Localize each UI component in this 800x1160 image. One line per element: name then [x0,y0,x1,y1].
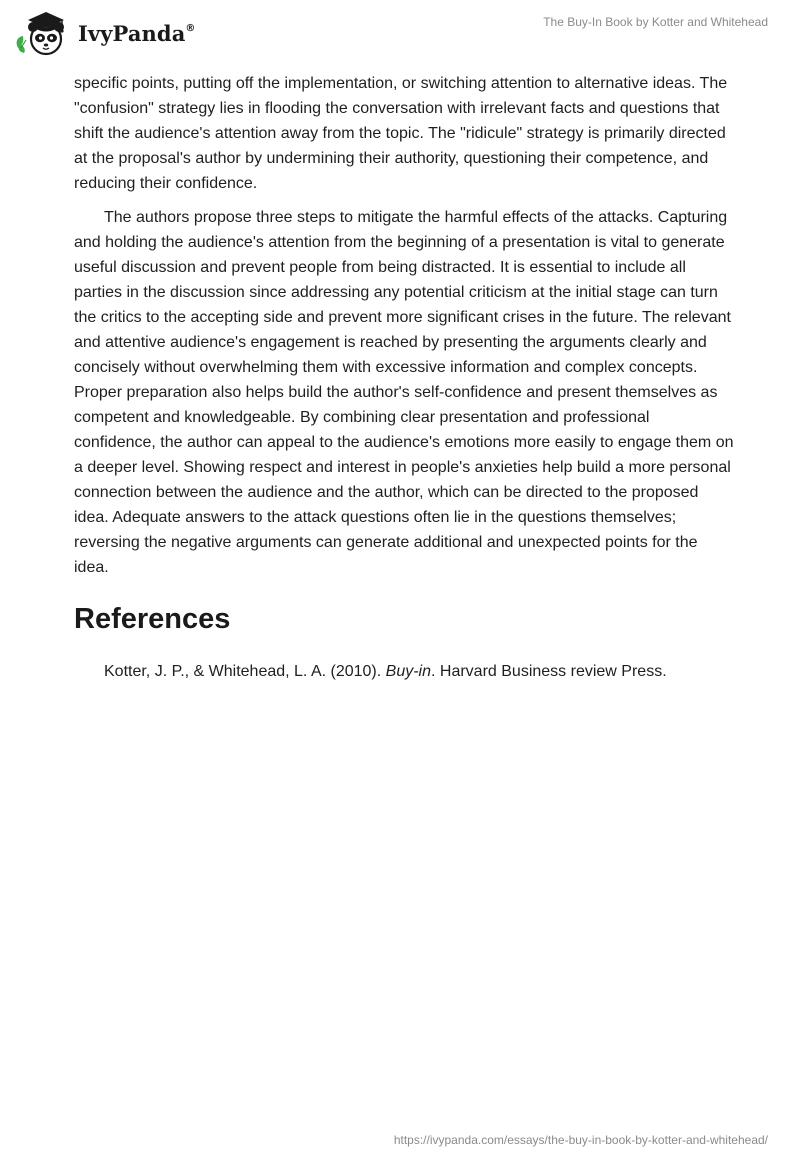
brand-name: IvyPanda® [78,20,196,46]
footer-source-url[interactable]: https://ivypanda.com/essays/the-buy-in-book-by-kotter-and-whitehead/ [393,1133,768,1147]
reference-authors-year: Kotter, J. P., & Whitehead, L. A. (2010). [104,663,386,680]
body-paragraph-2: The authors propose three steps to mitigate the harmful effects of the attacks. Capturing and holding the audience's attention from the beginning of a presentation is vital to generate useful discussion and prevent people from being distracted. It is essential to include all parties in the discussion since addressing any potential criticism at the initial stage can turn the critics to the accepting side and prevent more significant crises in the future. The relevant and attentive audience's engagement is reached by presenting the arguments clearly and concisely without overwhelming them with excessive information and complex concepts. Proper preparation also helps build the author's self-confidence and present themselves as competent and knowledgeable. By combining clear presentation and professional confidence, the author can appeal to the audience's emotions more easily to engage them on a deeper level. Showing respect and interest in people's anxieties help build a more personal connection between the audience and the author, which can be directed to the proposed idea. Adequate answers to the attack questions often lie in the questions themselves; reversing the negative arguments can generate additional and unexpected points for the idea. [74,209,734,576]
reference-title: Buy-in [385,663,431,680]
references-heading: References [74,603,231,635]
panda-graduation-cap-logo-icon [14,8,76,58]
body-paragraph-1: specific points, putting off the implementation, or switching attention to alternative ideas. The "confusion" strategy lies in flooding the conversation with irrelevant facts and questions that shift the audience's attention away from the topic. The "ridicule" strategy is primarily directed at the proposal's author by undermining their authority, questioning their competence, and reducing their confidence. [74,75,728,192]
reference-publisher: . Harvard Business review Press. [431,663,667,680]
brand-logo[interactable] [14,8,196,58]
reference-entry [104,659,734,684]
document-title: The Buy-In Book by Kotter and Whitehead [543,15,768,29]
document-body [74,71,734,684]
registered-mark: ® [185,22,196,34]
page-header [0,0,800,64]
